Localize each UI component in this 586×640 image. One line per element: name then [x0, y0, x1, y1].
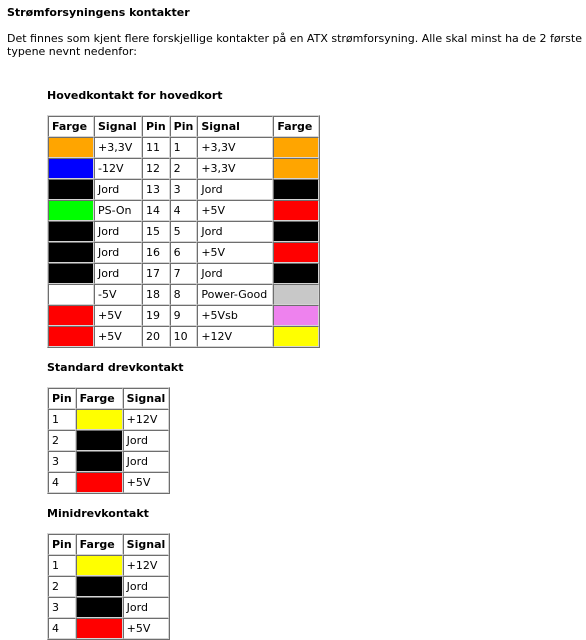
color-swatch: [76, 472, 123, 493]
pin-right-cell: 3: [170, 179, 198, 200]
color-swatch-left: [48, 326, 94, 347]
pin-right-cell: 5: [170, 221, 198, 242]
signal-left-cell: Jord: [94, 221, 142, 242]
column-header-pin: Pin: [48, 388, 76, 409]
signal-right-cell: +3,3V: [197, 158, 273, 179]
signal-left-cell: PS-On: [94, 200, 142, 221]
table-row: [48, 472, 169, 493]
mini-drive-table: [47, 533, 170, 640]
standard-drive-title: Standard drevkontakt: [47, 361, 184, 374]
pin-cell: 2: [48, 430, 76, 451]
color-swatch-left: [48, 221, 94, 242]
main-connector-title: Hovedkontakt for hovedkort: [47, 89, 223, 102]
pin-cell: 3: [48, 597, 76, 618]
signal-left-cell: +5V: [94, 305, 142, 326]
pin-left-cell: 20: [142, 326, 170, 347]
column-header-farge: Farge: [76, 388, 123, 409]
signal-right-cell: Jord: [197, 263, 273, 284]
signal-left-cell: Jord: [94, 242, 142, 263]
color-swatch-left: [48, 242, 94, 263]
standard-drive-table: [47, 387, 170, 494]
pin-right-cell: 8: [170, 284, 198, 305]
color-swatch-left: [48, 284, 94, 305]
signal-right-cell: Power-Good: [197, 284, 273, 305]
table-row: [48, 137, 319, 158]
pin-right-cell: 10: [170, 326, 198, 347]
color-swatch-right: [273, 242, 319, 263]
color-swatch: [76, 451, 123, 472]
color-swatch-left: [48, 137, 94, 158]
table-row: [48, 555, 169, 576]
pin-cell: 1: [48, 555, 76, 576]
table-row: [48, 263, 319, 284]
signal-cell: +12V: [123, 409, 170, 430]
color-swatch: [76, 430, 123, 451]
pin-left-cell: 19: [142, 305, 170, 326]
table-header-row: [48, 116, 319, 137]
signal-right-cell: +5Vsb: [197, 305, 273, 326]
signal-cell: Jord: [123, 430, 170, 451]
column-header-farge: Farge: [76, 534, 123, 555]
column-header-signal-right: Signal: [197, 116, 273, 137]
table-row: [48, 284, 319, 305]
color-swatch: [76, 597, 123, 618]
color-swatch-left: [48, 200, 94, 221]
signal-left-cell: +5V: [94, 326, 142, 347]
signal-cell: Jord: [123, 576, 170, 597]
pin-cell: 2: [48, 576, 76, 597]
signal-left-cell: Jord: [94, 179, 142, 200]
pin-right-cell: 9: [170, 305, 198, 326]
color-swatch-left: [48, 305, 94, 326]
signal-cell: Jord: [123, 597, 170, 618]
column-header-signal-left: Signal: [94, 116, 142, 137]
column-header-pin-left: Pin: [142, 116, 170, 137]
table-row: [48, 326, 319, 347]
signal-cell: +5V: [123, 472, 170, 493]
color-swatch: [76, 618, 123, 639]
pin-right-cell: 7: [170, 263, 198, 284]
color-swatch: [76, 409, 123, 430]
pin-right-cell: 2: [170, 158, 198, 179]
color-swatch-right: [273, 137, 319, 158]
table-row: [48, 221, 319, 242]
column-header-farge-right: Farge: [273, 116, 319, 137]
column-header-pin-right: Pin: [170, 116, 198, 137]
table-header-row: [48, 534, 169, 555]
pin-cell: 1: [48, 409, 76, 430]
pin-left-cell: 16: [142, 242, 170, 263]
table-row: [48, 305, 319, 326]
signal-cell: Jord: [123, 451, 170, 472]
table-row: [48, 430, 169, 451]
pin-cell: 4: [48, 618, 76, 639]
pin-left-cell: 11: [142, 137, 170, 158]
column-header-pin: Pin: [48, 534, 76, 555]
pin-left-cell: 17: [142, 263, 170, 284]
mini-drive-title: Minidrevkontakt: [47, 507, 149, 520]
signal-right-cell: +3,3V: [197, 137, 273, 158]
pin-left-cell: 14: [142, 200, 170, 221]
pin-left-cell: 13: [142, 179, 170, 200]
pin-left-cell: 18: [142, 284, 170, 305]
color-swatch-right: [273, 200, 319, 221]
pin-right-cell: 6: [170, 242, 198, 263]
pin-cell: 4: [48, 472, 76, 493]
color-swatch-right: [273, 326, 319, 347]
color-swatch-right: [273, 179, 319, 200]
table-row: [48, 158, 319, 179]
color-swatch: [76, 576, 123, 597]
table-row: [48, 597, 169, 618]
pin-left-cell: 15: [142, 221, 170, 242]
signal-right-cell: +12V: [197, 326, 273, 347]
signal-left-cell: +3,3V: [94, 137, 142, 158]
color-swatch-right: [273, 263, 319, 284]
table-row: [48, 451, 169, 472]
color-swatch-right: [273, 305, 319, 326]
signal-left-cell: -5V: [94, 284, 142, 305]
color-swatch-right: [273, 221, 319, 242]
signal-right-cell: +5V: [197, 200, 273, 221]
signal-cell: +12V: [123, 555, 170, 576]
table-row: [48, 409, 169, 430]
table-row: [48, 242, 319, 263]
column-header-farge-left: Farge: [48, 116, 94, 137]
pin-right-cell: 4: [170, 200, 198, 221]
main-connector-table: [47, 115, 320, 348]
page-heading: Strømforsyningens kontakter: [7, 6, 190, 19]
table-header-row: [48, 388, 169, 409]
signal-cell: +5V: [123, 618, 170, 639]
signal-right-cell: +5V: [197, 242, 273, 263]
table-row: [48, 179, 319, 200]
pin-cell: 3: [48, 451, 76, 472]
signal-right-cell: Jord: [197, 221, 273, 242]
color-swatch-left: [48, 179, 94, 200]
color-swatch-right: [273, 284, 319, 305]
table-row: [48, 200, 319, 221]
color-swatch-right: [273, 158, 319, 179]
column-header-signal: Signal: [123, 534, 170, 555]
intro-text: Det finnes som kjent flere forskjellige kontakter på en ATX strømforsyning. Alle skal minst ha de 2 første typene nevnt nedenfor:: [7, 32, 582, 58]
pin-left-cell: 12: [142, 158, 170, 179]
pin-right-cell: 1: [170, 137, 198, 158]
column-header-signal: Signal: [123, 388, 170, 409]
table-row: [48, 618, 169, 639]
table-row: [48, 576, 169, 597]
signal-left-cell: -12V: [94, 158, 142, 179]
color-swatch: [76, 555, 123, 576]
signal-right-cell: Jord: [197, 179, 273, 200]
color-swatch-left: [48, 158, 94, 179]
signal-left-cell: Jord: [94, 263, 142, 284]
color-swatch-left: [48, 263, 94, 284]
